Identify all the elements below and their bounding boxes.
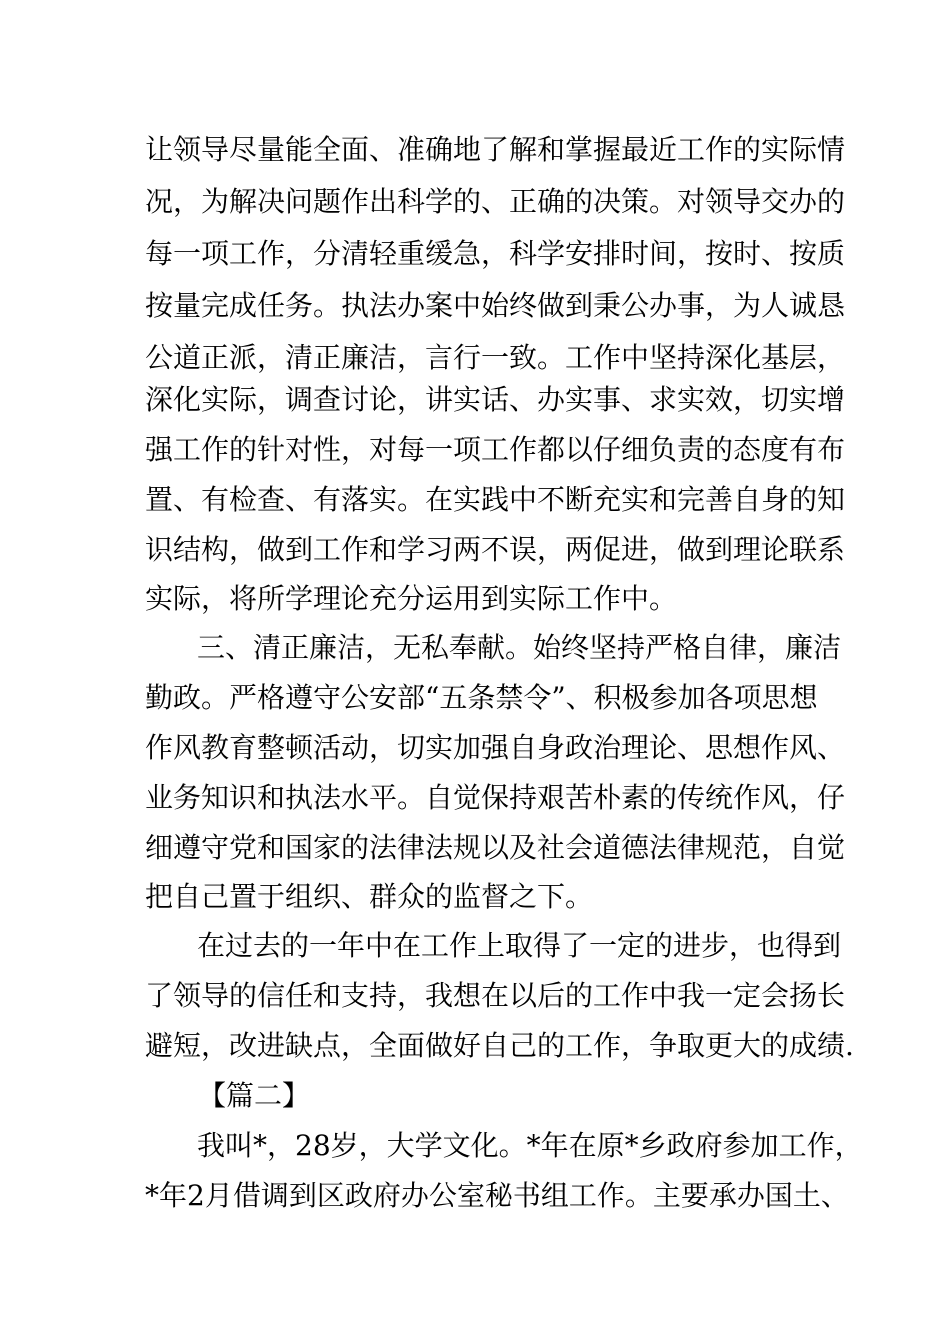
- paragraph-line: 深化实际，调查讨论，讲实话、办实事、求实效，切实增: [145, 383, 846, 416]
- paragraph-line: 置、有检查、有落实。在实践中不断充实和完善自身的知: [145, 483, 846, 516]
- paragraph-line: 识结构，做到工作和学习两不误，两促进，做到理论联系: [145, 533, 846, 566]
- paragraph-line: 实际，将所学理论充分运用到实际工作中。: [145, 582, 678, 615]
- paragraph-line: 避短，改进缺点，全面做好自己的工作，争取更大的成绩.: [145, 1029, 854, 1062]
- paragraph-line: *年2月借调到区政府办公室秘书组工作。主要承办国土、: [145, 1179, 849, 1212]
- paragraph-line: 把自己置于组织、群众的监督之下。: [145, 880, 594, 913]
- paragraph-line: 了领导的信任和支持，我想在以后的工作中我一定会扬长: [145, 979, 846, 1012]
- paragraph-line: 让领导尽量能全面、准确地了解和掌握最近工作的实际情: [145, 133, 846, 166]
- paragraph-line: 强工作的针对性，对每一项工作都以仔细负责的态度有布: [145, 433, 846, 466]
- paragraph-line: 每一项工作，分清轻重缓急，科学安排时间，按时、按质: [145, 237, 846, 270]
- paragraph-line: 公道正派，清正廉洁，言行一致。工作中坚持深化基层，: [145, 341, 846, 374]
- paragraph-line: 况，为解决问题作出科学的、正确的决策。对领导交办的: [145, 185, 846, 218]
- paragraph-first-line: 在过去的一年中在工作上取得了一定的进步，也得到: [197, 929, 842, 962]
- paragraph-line: 按量完成任务。执法办案中始终做到秉公办事，为人诚恳: [145, 289, 846, 322]
- paragraph-line: 作风教育整顿活动，切实加强自身政治理论、思想作风、: [145, 731, 846, 764]
- paragraph-line: 细遵守党和国家的法律法规以及社会道德法律规范，自觉: [145, 831, 846, 864]
- section-heading: 【篇二】: [198, 1079, 311, 1112]
- paragraph-first-line: 我叫*，28岁，大学文化。*年在原*乡政府参加工作，: [197, 1129, 863, 1162]
- paragraph-first-line: 三、清正廉洁，无私奉献。始终坚持严格自律，廉洁: [197, 631, 842, 664]
- paragraph-line: 勤政。严格遵守公安部“五条禁令”、积极参加各项思想: [145, 681, 818, 714]
- paragraph-line: 业务知识和执法水平。自觉保持艰苦朴素的传统作风，仔: [145, 781, 846, 814]
